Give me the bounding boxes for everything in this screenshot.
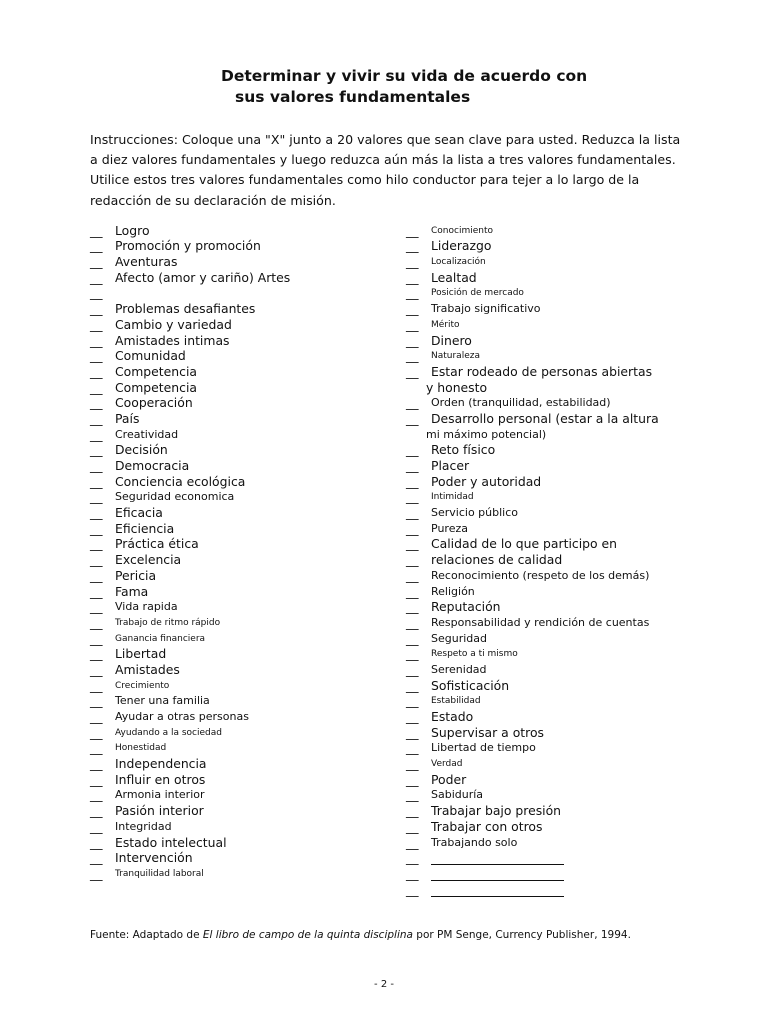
checkbox-blank[interactable]: __ [406,395,419,411]
list-item [406,865,726,881]
checkbox-blank[interactable]: __ [406,254,419,270]
checkbox-blank[interactable]: __ [406,348,419,364]
list-item [90,724,390,740]
value-label: Aventuras [115,254,178,270]
checkbox-blank[interactable]: __ [90,740,103,756]
value-label: Mérito [431,319,460,330]
checkbox-blank[interactable]: __ [406,661,419,677]
value-label: Poder [431,771,467,787]
value-label: Eficacia [115,505,163,521]
value-label: Comunidad [115,348,186,364]
checkbox-blank[interactable]: __ [406,489,419,505]
list-item [406,457,726,473]
value-label: Afecto (amor y cariño) Artes [115,269,291,285]
checkbox-blank[interactable]: __ [406,709,419,724]
checkbox-blank[interactable]: __ [406,285,419,301]
value-label: relaciones de calidad [431,552,563,568]
checkbox-blank[interactable]: __ [90,771,103,787]
value-label: Seguridad [431,631,487,645]
checkbox-blank[interactable]: __ [406,473,419,489]
checkbox-blank[interactable]: __ [90,709,103,724]
list-item [90,661,390,677]
value-label: Libertad [115,646,167,662]
value-label: Trabajar bajo presión [431,803,562,819]
checkbox-blank[interactable]: __ [90,677,103,693]
list-item [406,410,726,426]
value-label: Servicio público [431,506,518,520]
value-label: Reputación [431,599,501,615]
list-item [90,551,390,567]
checkbox-blank[interactable]: __ [406,301,419,317]
value-label: Naturaleza [431,351,480,362]
checkbox-blank[interactable]: __ [90,505,103,521]
list-item [406,599,726,615]
footnote-book-title: El libro de campo de la quinta disciplina [202,929,413,941]
list-item [90,536,390,552]
list-item [90,520,390,536]
checkbox-blank[interactable]: __ [90,818,103,834]
value-label: Orden (tranquilidad, estabilidad) [431,396,611,410]
list-item [406,332,726,348]
list-item [90,348,390,364]
value-label: Armonia interior [115,788,205,802]
checkbox-blank[interactable]: __ [90,238,103,254]
checkbox-blank[interactable]: __ [406,881,419,897]
value-label: Eficiencia [115,520,175,536]
value-label: Posición de mercado [431,288,524,299]
value-label: Placer [431,458,470,473]
footnote-prefix: Fuente: Adaptado de [90,929,203,941]
value-label: Influir en otros [115,771,206,787]
footnote-suffix: por PM Senge, Currency Publisher, 1994. [412,929,631,941]
list-item [90,504,390,520]
value-label: Supervisar a otros [431,724,544,740]
checkbox-blank[interactable]: __ [406,677,419,693]
list-item [406,834,726,850]
list-item [90,614,390,630]
list-item [406,818,726,834]
value-label: Trabajo de ritmo rápido [115,617,221,628]
list-item [90,410,390,426]
list-item [90,238,390,254]
list-item [90,599,390,615]
list-item [406,473,726,489]
checkbox-blank[interactable]: __ [90,363,103,379]
value-label: Integridad [115,819,172,833]
list-item [90,442,390,458]
checkbox-blank[interactable]: __ [90,316,103,332]
list-item [406,881,726,897]
value-label: Poder y autoridad [431,473,542,489]
list-item [406,551,726,567]
value-label: Estado intelectual [115,834,227,850]
checkbox-blank[interactable]: __ [90,332,103,348]
checkbox-blank[interactable]: __ [406,552,419,568]
list-item [90,755,390,771]
checkbox-blank[interactable]: __ [90,410,103,426]
checkbox-blank[interactable]: __ [90,552,103,568]
value-label: Problemas desafiantes [115,301,256,317]
list-item [406,802,726,818]
list-item [90,379,390,395]
value-label: Estado [431,709,474,724]
checkbox-blank[interactable]: __ [406,850,419,866]
checkbox-blank[interactable]: __ [406,803,419,819]
list-item [406,740,726,756]
checkbox-blank[interactable]: __ [90,379,103,395]
list-item [406,379,726,395]
checkbox-blank[interactable]: __ [90,395,103,411]
checkbox-blank[interactable]: __ [406,363,419,379]
value-label: Liderazgo [431,238,492,254]
value-label: Verdad [431,759,463,770]
checkbox-blank[interactable]: __ [90,693,103,709]
value-label: Sofisticación [431,677,510,693]
list-item [90,818,390,834]
list-item [406,771,726,787]
list-item [406,238,726,254]
value-label: Fama [115,583,149,599]
page-number: - 2 - [374,979,394,990]
checkbox-blank[interactable]: __ [406,787,419,803]
checkbox-blank[interactable]: __ [90,661,103,677]
value-label: Crecimiento [115,680,170,691]
value-label: Responsabilidad y rendición de cuentas [431,615,650,629]
checkbox-blank[interactable]: __ [90,536,103,552]
value-label: Amistades [115,661,180,677]
checkbox-blank[interactable]: __ [406,520,419,536]
checkbox-blank[interactable]: __ [90,630,103,646]
value-label: Pureza [431,521,468,535]
checkbox-blank[interactable]: __ [90,756,103,772]
list-item [90,285,390,301]
list-item [406,630,726,646]
checkbox-blank[interactable]: __ [90,269,103,285]
list-item [406,755,726,771]
list-item [406,316,726,332]
value-label: Amistades intimas [115,332,230,348]
checkbox-blank[interactable]: __ [90,865,103,881]
value-label: Práctica ética [115,536,199,552]
list-item [90,850,390,866]
list-item [406,583,726,599]
value-label: Pericia [115,567,157,583]
value-label: Lealtad [431,269,477,285]
value-label: Religión [431,584,475,598]
list-item [406,300,726,316]
value-label: Tranquilidad laboral [115,868,204,879]
value-label: Cooperación [115,395,193,411]
list-item [90,300,390,316]
checkbox-blank[interactable]: __ [406,630,419,646]
value-label: Ganancia financiera [115,633,206,644]
value-label: Competencia [115,363,197,379]
value-label: Desarrollo personal (estar a la altura [431,410,659,426]
checkbox-blank[interactable]: __ [90,520,103,536]
checkbox-blank[interactable]: __ [406,536,419,552]
checkbox-blank[interactable]: __ [406,646,419,662]
list-item [90,771,390,787]
checkbox-blank[interactable]: __ [406,316,419,332]
checkbox-blank[interactable]: __ [90,348,103,364]
value-label: Localización [431,257,486,268]
checkbox-blank[interactable]: __ [90,614,103,630]
list-item [406,614,726,630]
instructions-paragraph: Instrucciones: Coloque una "X" junto a 20 valores que sean clave para usted. Reduzca la lista a diez valores fundamentales y luego reduzca aún más la lista a tres valores fundamentales. Utilice estos tres valores fundamentales como hilo conductor para tejer a lo largo de la redacción de su declaración de misión. [90,132,681,208]
list-item [406,567,726,583]
value-label: Estar rodeado de personas abiertas [431,363,653,379]
checkbox-blank[interactable]: __ [406,410,419,426]
checkbox-blank[interactable]: __ [90,583,103,599]
value-label: Honestidad [115,743,167,754]
checkbox-blank[interactable]: __ [90,254,103,270]
list-item [406,536,726,552]
checkbox-blank[interactable]: __ [90,646,103,662]
list-item [90,363,390,379]
value-label: Dinero [431,332,472,348]
checkbox-blank[interactable]: __ [90,285,103,301]
title-line-2: sus valores fundamentales [235,88,471,106]
value-label: Conciencia ecológica [115,473,246,489]
value-label: mi máximo potencial) [426,427,547,441]
value-label: Decisión [115,442,168,458]
checkbox-blank[interactable]: __ [90,442,103,458]
checkbox-blank[interactable]: __ [90,301,103,317]
list-item [90,802,390,818]
checkbox-blank[interactable]: __ [90,473,103,489]
value-label: Calidad de lo que participo en [431,536,618,552]
list-item [90,646,390,662]
list-item [90,426,390,442]
checkbox-blank[interactable]: __ [406,238,419,254]
values-list-left [90,222,390,881]
checkbox-blank[interactable]: __ [406,865,419,881]
list-item [90,473,390,489]
title-line-1: Determinar y vivir su vida de acuerdo con [221,67,588,85]
value-label: Independencia [115,756,207,772]
checkbox-blank[interactable]: __ [90,222,103,238]
value-label: Trabajar con otros [431,818,543,834]
list-item [90,583,390,599]
list-item [406,661,726,677]
list-item [406,504,726,520]
checkbox-blank[interactable]: __ [406,599,419,615]
value-label: Libertad de tiempo [431,741,536,755]
checkbox-blank[interactable]: __ [406,740,419,756]
value-label: Reto físico [431,442,496,458]
checkbox-blank[interactable]: __ [90,426,103,442]
write-in-line[interactable] [431,853,564,865]
list-item [90,834,390,850]
value-label: Trabajando solo [431,835,518,849]
value-label: Competencia [115,379,197,395]
list-item [90,677,390,693]
value-label: Intervención [115,850,193,866]
value-label: Conocimiento [431,225,493,236]
value-label: Logro [115,222,150,238]
value-label: Ayudando a la sociedad [115,727,222,738]
list-item [90,222,390,238]
value-label: Tener una familia [115,694,210,708]
checkbox-blank[interactable]: __ [406,458,419,473]
value-label: Reconocimiento (respeto de los demás) [431,568,650,582]
list-item [406,363,726,379]
list-item [406,222,726,238]
checkbox-blank[interactable]: __ [90,850,103,866]
value-label: Ayudar a otras personas [115,710,249,723]
value-label: Seguridad economica [115,490,235,504]
checkbox-blank[interactable]: __ [90,834,103,850]
checkbox-blank[interactable]: __ [406,583,419,599]
checkbox-blank[interactable]: __ [406,771,419,787]
checkbox-blank[interactable]: __ [406,222,419,238]
value-label: Vida rapida [115,600,178,614]
values-list-right [406,222,726,897]
list-item [90,332,390,348]
list-item [90,269,390,285]
list-item [90,740,390,756]
checkbox-blank[interactable]: __ [90,599,103,615]
list-item [406,787,726,803]
value-label: Creatividad [115,427,179,441]
list-item [90,457,390,473]
list-item [406,724,726,740]
checkbox-blank[interactable]: __ [406,693,419,709]
checkbox-blank[interactable]: __ [406,505,419,521]
source-footnote [90,929,631,941]
checkbox-blank[interactable]: __ [406,818,419,834]
value-label: Cambio y variedad [115,316,232,332]
list-item [90,693,390,709]
list-item [406,426,726,442]
value-label: Democracia [115,458,190,473]
list-item [406,850,726,866]
list-item [406,693,726,709]
value-label: Trabajo significativo [431,302,541,316]
list-item [406,489,726,505]
value-label: y honesto [426,379,488,395]
list-item [406,253,726,269]
list-item [406,269,726,285]
value-label: Respeto a ti mismo [431,649,518,660]
checkbox-blank[interactable]: __ [90,489,103,505]
checkbox-blank[interactable]: __ [90,803,103,819]
list-item [90,395,390,411]
checkbox-blank[interactable]: __ [406,724,419,740]
checkbox-blank[interactable]: __ [406,332,419,348]
value-label: Intimidad [431,492,474,503]
list-item [406,348,726,364]
checkbox-blank[interactable]: __ [90,567,103,583]
value-label: Excelencia [115,552,182,568]
value-label: Promoción y promoción [115,238,261,254]
write-in-line[interactable] [431,885,564,897]
value-label: País [115,410,140,426]
checkbox-blank[interactable]: __ [406,614,419,630]
checkbox-blank[interactable]: __ [90,724,103,740]
checkbox-blank[interactable]: __ [406,834,419,850]
list-item [90,489,390,505]
checkbox-blank[interactable]: __ [90,787,103,803]
list-item [406,285,726,301]
checkbox-blank[interactable]: __ [406,567,419,583]
checkbox-blank[interactable]: __ [406,756,419,772]
list-item [406,708,726,724]
list-item [90,787,390,803]
list-item [90,316,390,332]
list-item [90,865,390,881]
checkbox-blank[interactable]: __ [90,458,103,473]
checkbox-blank[interactable]: __ [406,269,419,285]
list-item [406,395,726,411]
list-item [406,442,726,458]
list-item [406,520,726,536]
list-item [90,567,390,583]
list-item [90,708,390,724]
value-label: Pasión interior [115,803,204,819]
checkbox-blank[interactable]: __ [406,442,419,458]
value-label: Sabiduría [431,788,484,802]
list-item [406,677,726,693]
list-item [90,253,390,269]
value-label: Estabilidad [431,696,481,707]
write-in-line[interactable] [431,869,564,881]
value-label: Serenidad [431,662,487,676]
list-item [90,630,390,646]
list-item [406,646,726,662]
